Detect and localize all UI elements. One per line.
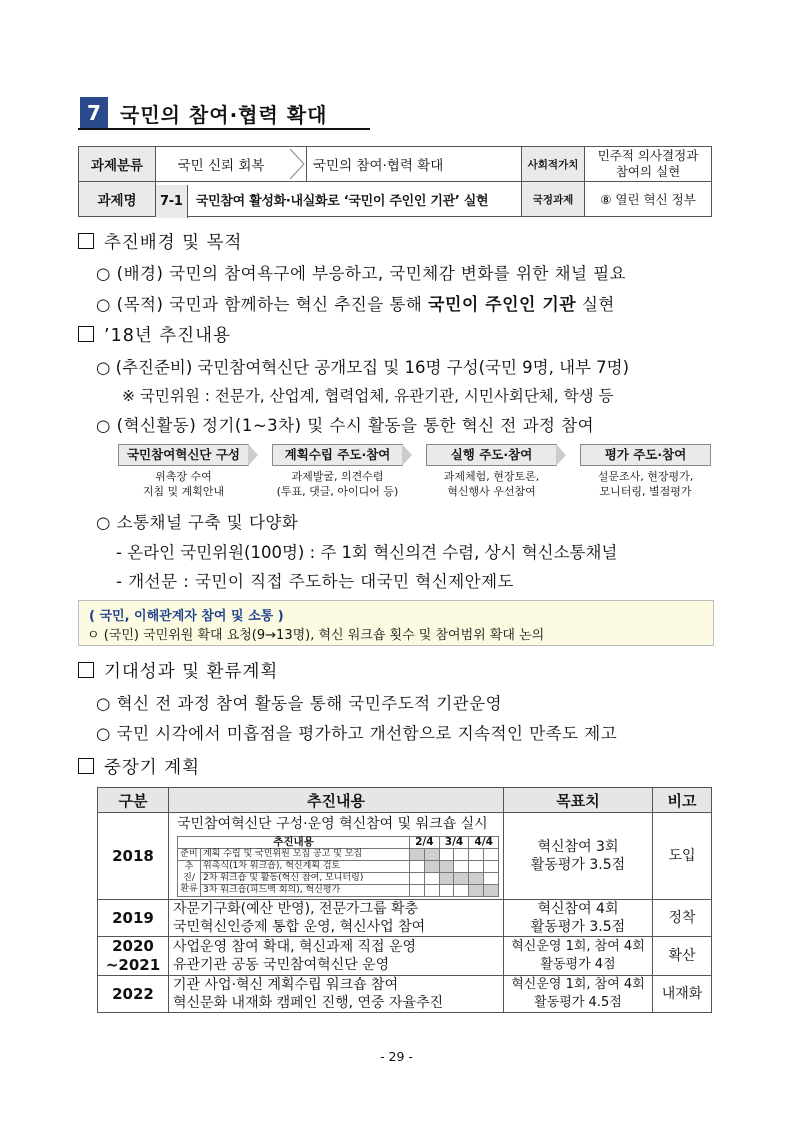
s1-b2-post: 실현 bbox=[576, 295, 615, 314]
chevron-right-icon bbox=[288, 147, 306, 181]
plan-header: 추진내용 bbox=[169, 788, 504, 813]
gantt-cell bbox=[439, 849, 454, 861]
arrow-right-icon bbox=[402, 444, 412, 466]
task-info-table bbox=[78, 146, 712, 217]
gantt-cell-filled bbox=[439, 861, 454, 873]
plan-year: 2022 bbox=[98, 976, 169, 1013]
plan-header: 구분 bbox=[98, 788, 169, 813]
title-underline bbox=[78, 128, 370, 130]
gantt-cell-filled bbox=[410, 849, 425, 861]
gantt-cell bbox=[424, 873, 439, 885]
s1-heading-text: 추진배경 및 목적 bbox=[104, 233, 243, 253]
gantt-cell bbox=[410, 873, 425, 885]
s2-note: ※ 국민위원 : 전문가, 산업계, 협력업체, 유관기관, 시민사회단체, 학생 등 bbox=[122, 387, 614, 405]
category-label: 과제분류 bbox=[79, 147, 156, 182]
social-value-line-2: 참여의 실현 bbox=[615, 164, 681, 179]
flow-step-4 bbox=[580, 444, 711, 498]
s3-bullet-1: ○ 혁신 전 과정 참여 활동을 통해 국민주도적 기관운영 bbox=[96, 694, 503, 713]
flow-title-text: 평가 주도·참여 bbox=[604, 447, 687, 462]
plan-target-line-2: 활동평가 4점 bbox=[540, 957, 616, 972]
section-title: 국민의 참여·협력 확대 bbox=[120, 103, 328, 127]
category-2: 국민의 참여·협력 확대 bbox=[307, 147, 522, 182]
plan-content-line-2: 유관기관 공동 국민참여혁신단 운영 bbox=[173, 957, 390, 973]
gantt-header: 3/4 bbox=[439, 837, 469, 849]
plan-content-line-2: 국민혁신인증제 통합 운영, 혁신사업 참여 bbox=[173, 919, 426, 935]
plan-table bbox=[97, 787, 712, 1013]
gantt-cell bbox=[424, 885, 439, 897]
s1-b2-pre: ○ (목적) 국민과 함께하는 혁신 추진을 통해 bbox=[96, 295, 429, 314]
gantt-cell bbox=[410, 885, 425, 897]
plan-target-line-2: 활동평가 3.5점 bbox=[530, 857, 626, 873]
plan-target-line-2: 활동평가 3.5점 bbox=[530, 919, 626, 935]
plan-row bbox=[98, 937, 712, 976]
gantt-cell bbox=[484, 861, 499, 873]
gantt-cell bbox=[469, 861, 484, 873]
gantt-header: 추진내용 bbox=[178, 837, 410, 849]
arrow-right-icon bbox=[248, 444, 258, 466]
plan-content-line-1: 사업운영 참여 확대, 혁신과제 직접 운영 bbox=[173, 939, 417, 955]
s4-heading bbox=[78, 754, 200, 779]
plan-target bbox=[504, 900, 653, 937]
arrow-right-icon bbox=[556, 444, 566, 466]
checkbox-icon bbox=[78, 758, 94, 774]
plan-target-line-2: 활동평가 4.5점 bbox=[534, 995, 622, 1010]
plan-header: 비고 bbox=[653, 788, 712, 813]
plan-year: 2020 ~2021 bbox=[98, 937, 169, 976]
gantt-side-label: 추진/환류 bbox=[178, 861, 201, 897]
s2-heading-text: ’18년 추진내용 bbox=[104, 326, 231, 346]
task-name-text: 국민참여 활성화·내실화로 ‘국민이 주인인 기관’ 실현 bbox=[195, 193, 489, 209]
plan-content-line-1: 기관 사업·혁신 계획수립 워크숍 참여 bbox=[173, 977, 399, 993]
gantt-cell-filled bbox=[469, 873, 484, 885]
plan-note: 확산 bbox=[653, 937, 712, 976]
s1-heading bbox=[78, 229, 242, 254]
plan-note: 도입 bbox=[653, 813, 712, 900]
plan-row bbox=[98, 813, 712, 900]
task-code: 7-1 bbox=[156, 185, 188, 218]
s3-heading bbox=[78, 658, 278, 683]
name-label: 과제명 bbox=[79, 182, 156, 217]
gantt-cell-filled bbox=[439, 873, 454, 885]
plan-content-line-1: 국민참여혁신단 구성·운영 혁신참여 및 워크숍 실시 bbox=[177, 816, 488, 832]
flow-title-text: 계획수립 주도·참여 bbox=[284, 447, 391, 462]
flow-title-text: 국민참여혁신단 구성 bbox=[126, 447, 241, 462]
plan-target-line-1: 혁신참여 3회 bbox=[537, 839, 619, 855]
gantt-task: 계획 수립 및 국민위원 모집 공고 및 모집 bbox=[201, 849, 410, 861]
s2-dash-2: - 개선문 : 국민이 직접 주도하는 대국민 혁신제안제도 bbox=[116, 572, 514, 591]
social-value-line-1: 민주적 의사결정과 bbox=[597, 148, 699, 163]
s1-b2-bold: 국민이 주인인 기관 bbox=[428, 295, 577, 315]
gantt-cell-filled bbox=[454, 873, 469, 885]
gantt-cell bbox=[410, 861, 425, 873]
plan-content bbox=[169, 976, 504, 1013]
s2-dash-1: - 온라인 국민위원(100명) : 주 1회 혁신의견 수렴, 상시 혁신소통채널 bbox=[116, 543, 618, 562]
gantt-cell bbox=[484, 849, 499, 861]
flow-line-1: 설문조사, 현장평가, bbox=[597, 470, 694, 483]
plan-content bbox=[169, 813, 504, 900]
s1-bullet-2 bbox=[96, 290, 615, 315]
checkbox-icon bbox=[78, 233, 94, 249]
s4-heading-text: 중장기 계획 bbox=[104, 758, 201, 778]
gantt-cell bbox=[484, 873, 499, 885]
plan-year: 2019 bbox=[98, 900, 169, 937]
gantt-cell bbox=[454, 861, 469, 873]
gantt-cell bbox=[454, 849, 469, 861]
national-task-value: ⑧ 열린 혁신 정부 bbox=[585, 182, 712, 217]
gantt-header: 4/4 bbox=[469, 837, 499, 849]
plan-target bbox=[504, 976, 653, 1013]
plan-note: 정착 bbox=[653, 900, 712, 937]
gantt-cell-filled bbox=[484, 885, 499, 897]
social-value bbox=[585, 147, 712, 182]
flow-line-1: 과제발굴, 의견수렴 bbox=[291, 470, 384, 483]
participation-box bbox=[78, 600, 714, 646]
gantt-task: 3차 워크숍(피드백 회의), 혁신평가 bbox=[201, 885, 410, 897]
gantt-side-label: 준비 bbox=[178, 849, 201, 861]
s2-bullet-2: ○ (혁신활동) 정기(1~3차) 및 수시 활동을 통한 혁신 전 과정 참여 bbox=[96, 416, 595, 435]
gantt-cell-filled bbox=[424, 861, 439, 873]
flow-title-text: 실행 주도·참여 bbox=[450, 447, 533, 462]
plan-header: 목표치 bbox=[504, 788, 653, 813]
flow-line-2: 혁신행사 우선참여 bbox=[447, 485, 536, 498]
flow-step-2 bbox=[272, 444, 403, 498]
participation-text: ㅇ (국민) 국민위원 확대 요청(9→13명), 혁신 워크숍 횟수 및 참여범위 확대 논의 bbox=[87, 628, 545, 643]
checkbox-icon bbox=[78, 662, 94, 678]
s1-bullet-1: ○ (배경) 국민의 참여욕구에 부응하고, 국민체감 변화를 위한 채널 필요 bbox=[96, 264, 627, 283]
participation-title: ( 국민, 이해관계자 참여 및 소통 ) bbox=[89, 609, 284, 624]
category-1-text: 국민 신뢰 회복 bbox=[177, 158, 265, 174]
plan-target bbox=[504, 813, 653, 900]
gantt-task: 위촉식(1차 워크숍), 혁신계획 검토 bbox=[201, 861, 410, 873]
plan-target-line-1: 혁신운영 1회, 참여 4회 bbox=[511, 977, 645, 992]
plan-row bbox=[98, 976, 712, 1013]
gantt-cell-filled bbox=[469, 885, 484, 897]
plan-year: 2018 bbox=[98, 813, 169, 900]
gantt-header: 2/4 bbox=[410, 837, 440, 849]
page-number: - 29 - bbox=[380, 1049, 413, 1064]
s2-bullet-3: ○ 소통채널 구축 및 다양화 bbox=[96, 513, 299, 532]
flow-line-1: 과제체험, 현장토론, bbox=[443, 470, 540, 483]
flow-step-3 bbox=[426, 444, 557, 498]
s2-heading bbox=[78, 322, 231, 347]
plan-target-line-1: 혁신참여 4회 bbox=[537, 901, 619, 917]
flow-line-1: 위촉장 수여 bbox=[155, 470, 212, 483]
plan-target bbox=[504, 937, 653, 976]
flow-line-2: (투표, 댓글, 아이디어 등) bbox=[276, 485, 399, 498]
plan-note: 내재화 bbox=[653, 976, 712, 1013]
flow-step-title bbox=[426, 444, 557, 466]
social-value-label: 사회적가치 bbox=[522, 147, 585, 182]
gantt-cell bbox=[439, 885, 454, 897]
flow-step-title bbox=[272, 444, 403, 466]
gantt-task: 2차 워크숍 및 활동(혁신 참여, 모니터링) bbox=[201, 873, 410, 885]
category-1 bbox=[156, 147, 307, 182]
plan-content-line-2: 혁신문화 내재화 캠페인 진행, 연중 자율추진 bbox=[173, 995, 444, 1011]
flow-step-1 bbox=[118, 444, 249, 498]
plan-content-line-1: 자문기구화(예산 반영), 전문가그룹 확충 bbox=[173, 901, 419, 917]
gantt-cell bbox=[454, 885, 469, 897]
plan-content bbox=[169, 937, 504, 976]
plan-row bbox=[98, 900, 712, 937]
checkbox-icon bbox=[78, 326, 94, 342]
gantt-cell bbox=[469, 849, 484, 861]
flow-line-2: 지침 및 계획안내 bbox=[142, 485, 225, 498]
plan-content bbox=[169, 900, 504, 937]
gantt-cell-filled bbox=[424, 849, 439, 861]
gantt-table bbox=[177, 836, 499, 897]
plan-target-line-1: 혁신운영 1회, 참여 4회 bbox=[511, 939, 645, 954]
flow-step-title bbox=[580, 444, 711, 466]
s2-bullet-1: ○ (추진준비) 국민참여혁신단 공개모집 및 16명 구성(국민 9명, 내부 7명) bbox=[96, 358, 630, 377]
task-name bbox=[156, 182, 522, 217]
flow-step-title bbox=[118, 444, 249, 466]
section-number: 7 bbox=[80, 97, 108, 129]
flow-line-2: 모니터링, 별점평가 bbox=[599, 485, 692, 498]
s3-heading-text: 기대성과 및 환류계획 bbox=[104, 662, 279, 682]
s3-bullet-2: ○ 국민 시각에서 미흡점을 평가하고 개선함으로 지속적인 만족도 제고 bbox=[96, 724, 618, 743]
national-task-label: 국정과제 bbox=[522, 182, 585, 217]
